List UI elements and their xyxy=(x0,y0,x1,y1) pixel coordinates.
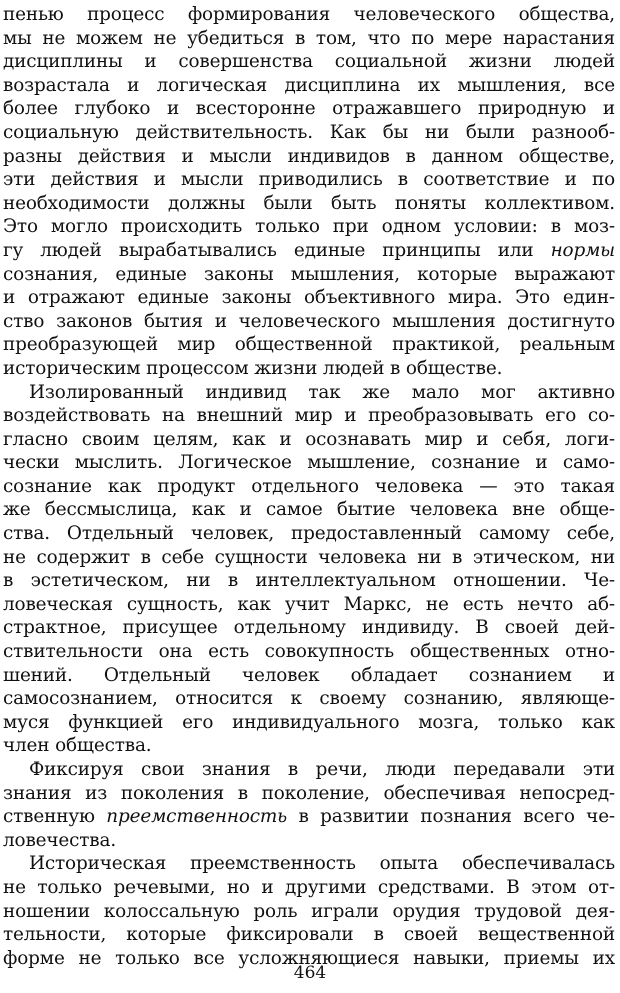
text-line xyxy=(3,27,615,51)
text-line xyxy=(3,900,615,924)
text-line xyxy=(3,923,615,947)
text-run: разны действия и мысли индивидов в данном обществе, xyxy=(3,145,615,167)
text-run: ношении колоссальную роль играли орудия трудовой дея- xyxy=(3,900,615,922)
text-run: гу людей вырабатывались единые принципы или xyxy=(3,239,551,261)
text-run: пенью процесс формирования человеческого общества, xyxy=(3,4,615,25)
text-line xyxy=(3,239,615,263)
text-line xyxy=(3,3,615,27)
text-run: сознания, единые законы мышления, которые выражают xyxy=(3,263,615,285)
text-run: гласно своим целям, как и осознавать мир и себя, логи- xyxy=(3,428,615,450)
text-line xyxy=(3,782,615,806)
text-run: знания из поколения в поколение, обеспечивая непосред- xyxy=(3,782,615,804)
text-line xyxy=(3,215,615,239)
text-line xyxy=(3,640,615,664)
text-line xyxy=(3,546,615,570)
text-run: возрастала и логическая дисциплина их мышления, все xyxy=(3,74,615,96)
text-line xyxy=(3,616,615,640)
text-run: шений. Отдельный человек обладает сознанием и xyxy=(3,664,615,686)
text-line xyxy=(3,333,615,357)
text-line xyxy=(3,852,615,876)
text-run: историческим процессом жизни людей в обществе. xyxy=(3,357,503,379)
text-run: муся функцией его индивидуального мозга, только как xyxy=(3,711,615,733)
text-line xyxy=(3,522,615,546)
text-line xyxy=(3,664,615,688)
text-run: и отражают единые законы объективного мира. Это един- xyxy=(3,287,615,309)
text-line xyxy=(3,381,615,405)
text-line xyxy=(3,145,615,169)
text-line xyxy=(3,50,615,74)
text-run: воздействовать на внешний мир и преобразовывать его со- xyxy=(3,405,615,427)
text-line xyxy=(3,687,615,711)
text-run: ство законов бытия и человеческого мышления достигнуто xyxy=(3,310,615,332)
text-line xyxy=(3,74,615,98)
text-run: Это могло происходить только при одном условии: в моз- xyxy=(3,216,615,238)
text-run: дисциплины и совершенства социальной жизни людей xyxy=(3,51,615,73)
text-line xyxy=(3,734,615,758)
text-line xyxy=(3,310,615,334)
text-line xyxy=(3,404,615,428)
text-line xyxy=(3,758,615,782)
text-run: чески мыслить. Логическое мышление, сознание и само- xyxy=(3,452,615,474)
text-run: форме не только все усложняющиеся навыки, приемы их xyxy=(3,947,615,969)
text-run: сознание как продукт отдельного человека — это такая xyxy=(3,475,615,497)
text-run: не содержит в себе сущности человека ни в этическом, ни xyxy=(3,546,615,568)
text-run: более глубоко и всесторонне отражавшего природную и xyxy=(3,98,615,120)
text-run: самосознанием, относится к своему сознанию, являюще- xyxy=(3,688,615,710)
text-line xyxy=(3,192,615,216)
text-line xyxy=(3,97,615,121)
text-run: преобразующей мир общественной практикой, реальным xyxy=(3,334,615,356)
text-line xyxy=(3,711,615,735)
body-text xyxy=(3,3,615,970)
text-run: ствительности она есть совокупность общественных отно- xyxy=(3,641,615,663)
emphasized-term: преемственность xyxy=(106,806,288,828)
text-line xyxy=(3,876,615,900)
text-run: Историческая преемственность опыта обеспечивалась xyxy=(29,853,615,875)
text-run: мы не можем не убедиться в том, что по мере нарастания xyxy=(3,27,615,49)
emphasized-term: нормы xyxy=(550,239,615,261)
text-run: же бессмыслица, как и самое бытие человека вне обще- xyxy=(3,499,615,521)
text-run: Фиксируя свои знания в речи, люди передавали эти xyxy=(29,759,615,780)
text-run: тельности, которые фиксировали в своей вещественной xyxy=(3,924,615,946)
text-line xyxy=(3,428,615,452)
text-line xyxy=(3,286,615,310)
text-run: эти действия и мысли приводились в соответствие и по xyxy=(3,169,615,191)
text-run: Изолированный индивид так же мало мог активно xyxy=(29,381,615,403)
text-line xyxy=(3,829,615,853)
text-run: страктное, присущее отдельному индивиду. В своей дей- xyxy=(3,617,615,639)
text-run: ловеческая сущность, как учит Маркс, не есть нечто аб- xyxy=(3,593,615,615)
text-line xyxy=(3,168,615,192)
text-line xyxy=(3,569,615,593)
text-line xyxy=(3,263,615,287)
text-line xyxy=(3,357,615,381)
text-run: в развитии познания всего че- xyxy=(287,806,615,828)
text-run: социальную действительность. Как бы ни были разнооб- xyxy=(3,121,615,143)
text-line xyxy=(3,475,615,499)
text-run: член общества. xyxy=(3,735,152,757)
text-run: ства. Отдельный человек, предоставленный самому себе, xyxy=(3,523,615,545)
page-number: 464 xyxy=(293,963,327,983)
text-run: ственную xyxy=(3,806,107,828)
text-line xyxy=(3,498,615,522)
text-line xyxy=(3,121,615,145)
text-run: не только речевыми, но и другими средствами. В этом от- xyxy=(3,876,615,898)
text-run: ловечества. xyxy=(3,829,117,851)
text-line xyxy=(3,805,615,829)
text-run: необходимости должны были быть поняты коллективом. xyxy=(3,192,615,214)
text-run: в эстетическом, ни в интеллектуальном отношении. Че- xyxy=(3,570,615,592)
text-line xyxy=(3,593,615,617)
text-line xyxy=(3,451,615,475)
